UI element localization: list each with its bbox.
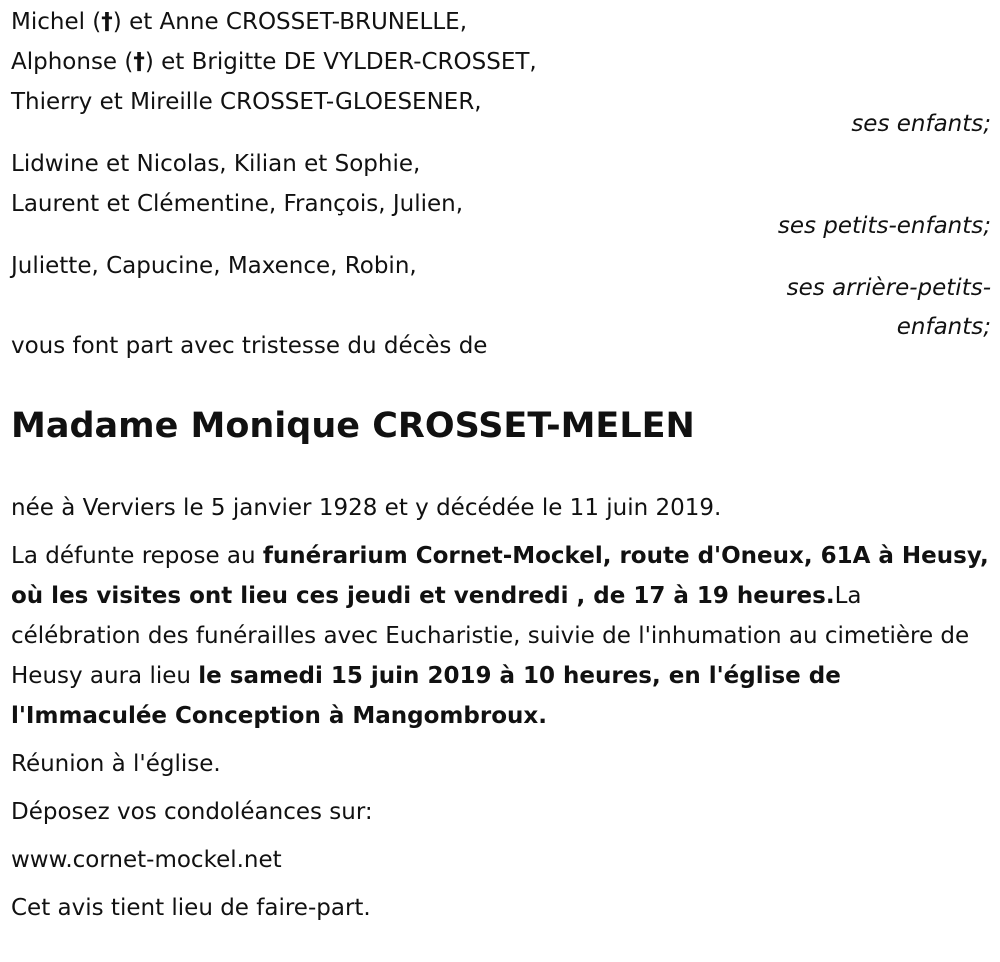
dagger-icon: †: [133, 49, 145, 75]
obituary-notice: [11, 2, 991, 936]
website-link[interactable]: www.cornet-mockel.net: [11, 847, 282, 873]
great-grandchild-line-1: Juliette, Capucine, Maxence, Robin,: [11, 253, 417, 279]
grandchild-line-1: Lidwine et Nicolas, Kilian et Sophie,: [11, 151, 421, 177]
children-group: [11, 2, 991, 144]
announcement-text: vous font part avec tristesse du décès de: [11, 333, 488, 359]
ceremony-details: le samedi 15 juin 2019 à 10 heures, en l'église de l'Immaculée Conception à Mangombroux.: [11, 663, 841, 729]
birth-death-text: née à Verviers le 5 janvier 1928 et y décédée le 11 juin 2019.: [11, 495, 722, 521]
closing-text: Cet avis tient lieu de faire-part.: [11, 895, 371, 921]
grandchild-line-2: Laurent et Clémentine, François, Julien,: [11, 191, 464, 217]
child-line-1: Michel (†) et Anne CROSSET-BRUNELLE,: [11, 9, 468, 35]
relation-grandchildren: ses petits-enfants;: [777, 213, 991, 239]
dagger-icon: †: [101, 9, 113, 35]
relation-children: ses enfants;: [851, 111, 991, 137]
deceased-name: Madame Monique CROSSET-MELEN: [11, 406, 695, 446]
child-line-2: Alphonse (†) et Brigitte DE VYLDER-CROSSET,: [11, 49, 537, 75]
relation-great-grandchildren: ses arrière-petits- enfants;: [786, 275, 991, 340]
reunion-text: Réunion à l'église.: [11, 751, 221, 777]
child-line-3: Thierry et Mireille CROSSET-GLOESENER,: [11, 89, 482, 115]
funeral-details: La défunte repose au funérarium Cornet-Mockel, route d'Oneux, 61A à Heusy, où les visites ont lieu ces jeudi et vendredi , de 17 à 19 heures.La célébration des funérailles avec Eucharistie, suivie de l'inhumation au cimetière de Heusy aura lieu le samedi 15 juin 2019 à 10 heures, en l'église de l'Immaculée Conception à Mangombroux.: [11, 543, 989, 729]
condolences-label: Déposez vos condoléances sur:: [11, 799, 373, 825]
great-grandchildren-group: [11, 246, 991, 340]
funerarium-details: funérarium Cornet-Mockel, route d'Oneux, 61A à Heusy, où les visites ont lieu ces jeudi et vendredi , de 17 à 19 heures.: [11, 543, 989, 609]
grandchildren-group: [11, 144, 991, 246]
